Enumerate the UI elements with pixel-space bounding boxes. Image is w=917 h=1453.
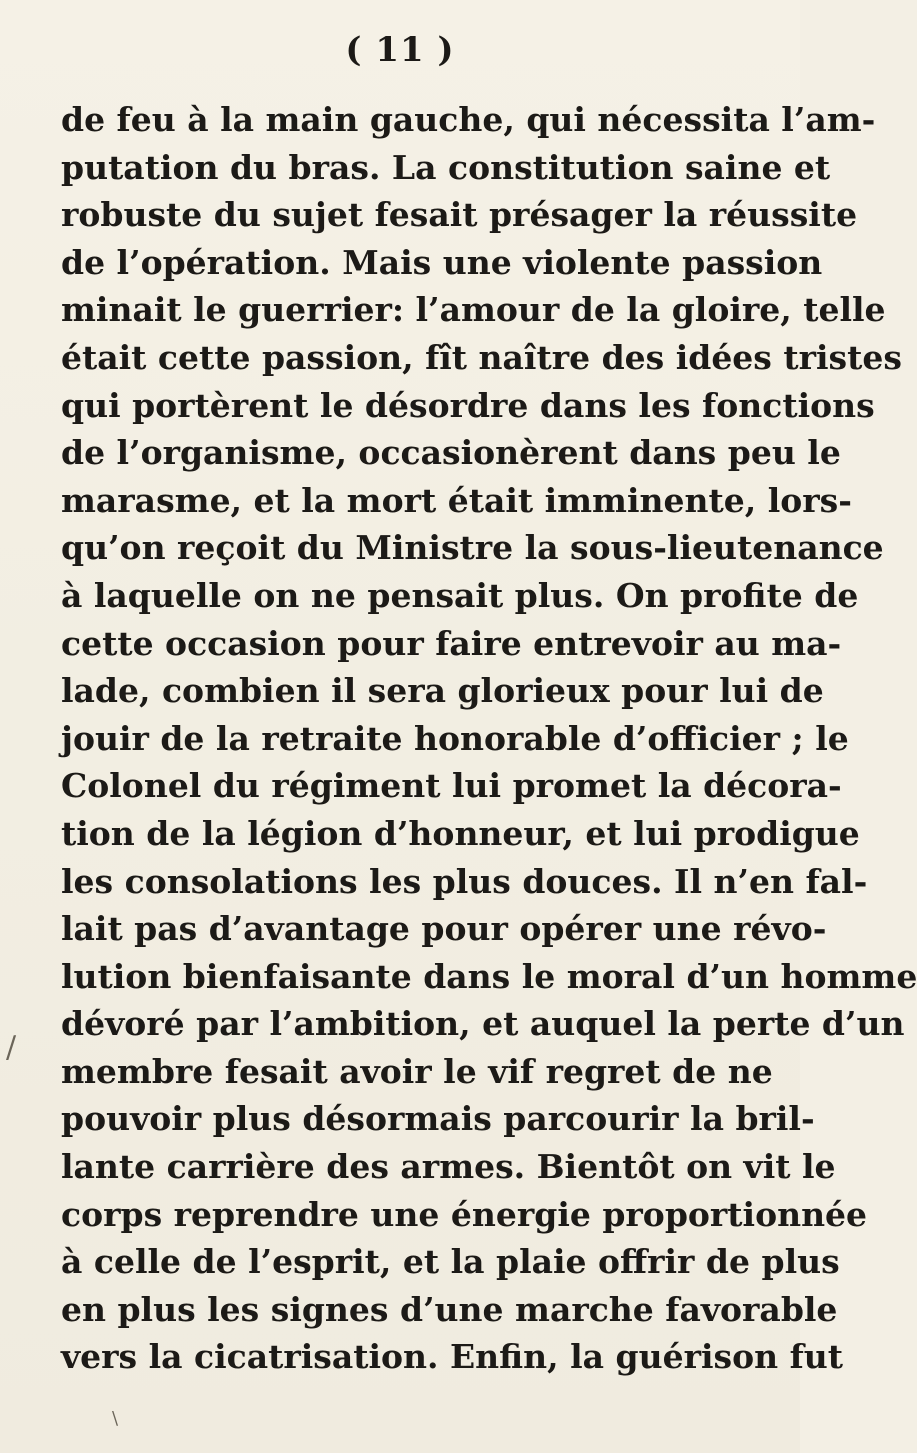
text-line: lante carrière des armes. Bientôt on vit le bbox=[61, 1147, 836, 1187]
margin-mark: / bbox=[6, 1030, 17, 1065]
text-line: de l’organisme, occasionèrent dans peu le bbox=[61, 433, 841, 473]
text-line: qui portèrent le désordre dans les fonctions bbox=[61, 385, 875, 425]
text-line: membre fesait avoir le vif regret de ne bbox=[61, 1051, 773, 1091]
text-line: Colonel du régiment lui promet la décora- bbox=[61, 766, 842, 806]
text-line: qu’on reçoit du Ministre la sous-lieutenance bbox=[61, 528, 884, 568]
text-line: lution bienfaisante dans le moral d’un homme bbox=[61, 956, 917, 996]
text-line: de l’opération. Mais une violente passion bbox=[61, 242, 823, 282]
text-line: minait le guerrier: l’amour de la gloire, telle bbox=[61, 290, 886, 330]
text-line: marasme, et la mort était imminente, lors- bbox=[61, 480, 852, 520]
text-line: en plus les signes d’une marche favorable bbox=[61, 1289, 838, 1329]
text-line: corps reprendre une énergie proportionnée bbox=[61, 1194, 868, 1234]
text-line: tion de la légion d’honneur, et lui prodigue bbox=[61, 813, 860, 853]
text-line: vers la cicatrisation. Enfin, la guérison fut bbox=[61, 1337, 844, 1377]
margin-mark: \ bbox=[112, 1408, 119, 1429]
text-line: robuste du sujet fesait présager la réussite bbox=[61, 195, 858, 235]
page-number: ( 11 ) bbox=[345, 30, 455, 70]
text-line: pouvoir plus désormais parcourir la bril- bbox=[61, 1099, 815, 1139]
text-line: était cette passion, fît naître des idées tristes bbox=[61, 337, 902, 377]
text-line: putation du bras. La constitution saine et bbox=[61, 147, 831, 187]
text-line: à celle de l’esprit, et la plaie offrir de plus bbox=[61, 1242, 840, 1282]
body-text bbox=[61, 96, 917, 1381]
text-line: lade, combien il sera glorieux pour lui de bbox=[61, 671, 824, 711]
text-line: les consolations les plus douces. Il n’en fal- bbox=[61, 861, 868, 901]
text-line: cette occasion pour faire entrevoir au ma- bbox=[61, 623, 842, 663]
text-line: de feu à la main gauche, qui nécessita l’am- bbox=[61, 100, 876, 139]
text-line: dévoré par l’ambition, et auquel la perte d’un bbox=[61, 1004, 905, 1044]
text-line: jouir de la retraite honorable d’officier ; le bbox=[61, 718, 849, 758]
text-line: à laquelle on ne pensait plus. On profite de bbox=[61, 575, 859, 615]
text-line: lait pas d’avantage pour opérer une révo- bbox=[61, 909, 827, 949]
